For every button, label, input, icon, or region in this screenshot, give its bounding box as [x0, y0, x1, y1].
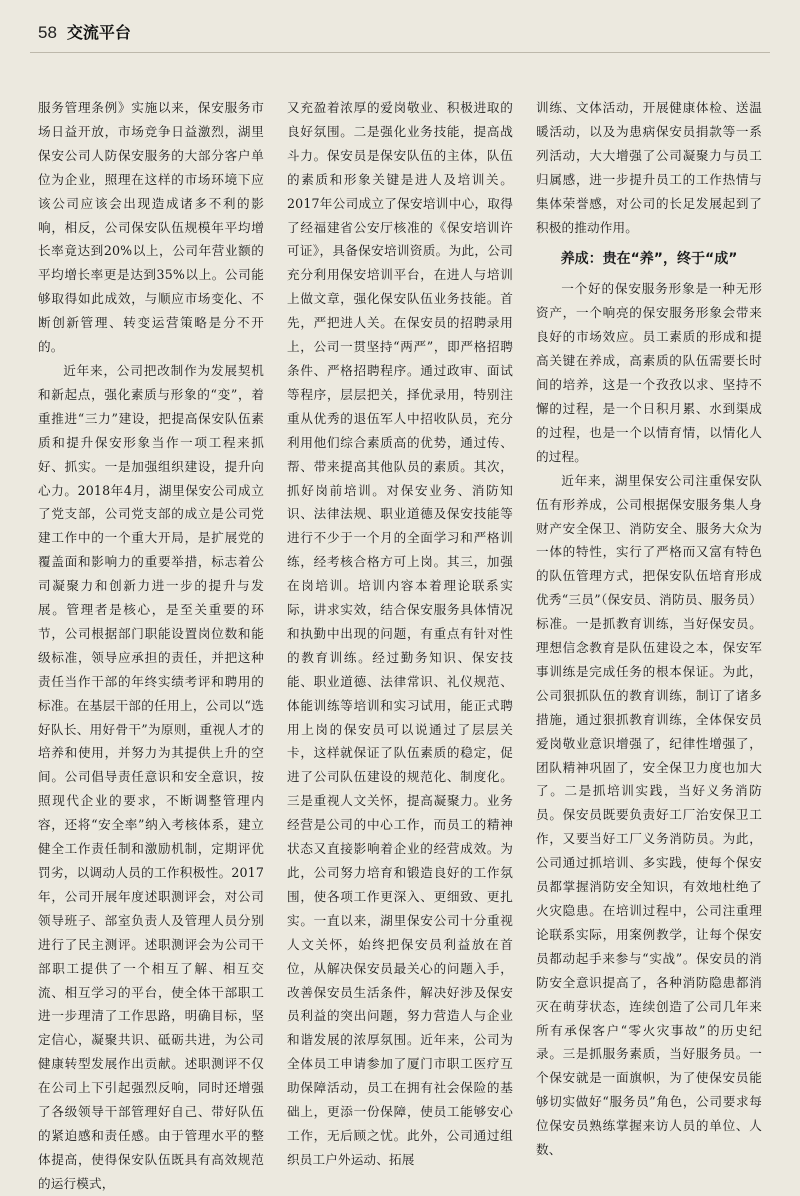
section-title: 交流平台	[66, 23, 131, 42]
article-column-2	[287, 96, 513, 1167]
paragraph: 近年来，公司把改制作为发展契机和新起点，强化素质与形象的“变”，着重推进“三力”建设，把提高保安队伍素质和提升保安形象当作一项工程来抓好、抓实。一是加强组织建设，提升向心力。2018年4月，湖里保安公司成立了党支部，公司党支部的成立是公司党建工作中的一个重大开局，是扩展党的覆盖面和影响力的重要举措，标志着公司凝聚力和创新力进一步的提升与发展。管理者是核心，是至关重要的环节，公司根据部门职能设置岗位数和能级标准，领导应承担的责任，并把这种责任当作干部的年终实绩考评和聘用的标准。在基层干部的任用上，公司以“选好队长、用好骨干”为原则，重视人才的培养和使用，并努力为其提供上升的空间。公司倡导责任意识和安全意识，按照现代企业的要求，不断调整管理内容，还将“安全率”纳入考核体系，建立健全工作责任制和激励机制，定期评优罚劣，以调动人员的工作积极性。2017年，公司开展年度述职测评会，对公司领导班子、部室负责人及管理人员分别进行了民主测评。述职测评会为公司干部职工提供了一个相互了解、相互交流、相互学习的平台，使全体干部职工进一步理清了工作思路，明确目标，坚定信心，凝聚共识、砥砺共进，为公司健康转型发展作出贡献。述职测评不仅在公司上下引起强烈反响，同时还增强了各级领导干部管理好自己、带好队伍的紧迫感和责任感。由于管理水平的整体提高，使得保安队伍既具有高效规范的运行模式，	[38, 362, 264, 1191]
section-subheading: 养成：贵在“养”，终于“成”	[560, 251, 738, 268]
page-number: 58	[38, 23, 57, 42]
page-header	[38, 20, 131, 42]
article-column-3	[536, 96, 762, 1158]
paragraph: 又充盈着浓厚的爱岗敬业、积极进取的良好氛围。二是强化业务技能，提高战斗力。保安员是保安队伍的主体，队伍的素质和形象关键是进人及培训关。2017年公司成立了保安培训中心，取得了经福建省公安厅核准的《保安培训许可证》，具备保安培训资质。为此，公司充分利用保安培训平台，在进人与培训上做文章，强化保安队伍业务技能。首先，严把进人关。在保安员的招聘录用上，公司一贯坚持“两严”，即严格招聘条件、严格招聘程序。通过政审、面试等程序，层层把关，择优录用，特别注重从优秀的退伍军人中招收队员，充分利用他们综合素质高的优势，通过传、帮、带来提高其他队员的素质。其次，抓好岗前培训。对保安业务、消防知识、法律法规、职业道德及保安技能等进行不少于一个月的全面学习和严格训练，经考核合格方可上岗。其三，加强在岗培训。培训内容本着理论联系实际，讲求实效，结合保安服务具体情况和执勤中出现的问题，有重点有针对性的教育训练。经过勤务知识、保安技能、职业道德、法律常识、礼仪规范、体能训练等培训和实习试用，能正式聘用上岗的保安员可以说通过了层层关卡，这样就保证了队伍素质的稳定，促进了公司队伍建设的规范化、制度化。三是重视人文关怀，提高凝聚力。业务经营是公司的中心工作，而员工的精神状态又直接影响着企业的经营成效。为此，公司努力培育和锻造良好的工作氛围，使各项工作更深入、更细致、更扎实。一直以来，湖里保安公司十分重视人文关怀，始终把保安员利益放在首位，从解决保安员最关心的问题入手，改善保安员生活条件，解决好涉及保安员利益的突出问题，努力营造人与企业和谐发展的浓厚氛围。近年来，公司为全体员工申请参加了厦门市职工医疗互助保障活动，员工在拥有社会保险的基础上，更添一份保障，使员工能够安心工作，无后顾之忧。此外，公司通过组织员工户外运动、拓展	[287, 100, 513, 1167]
paragraph: 一个好的保安服务形象是一种无形资产，一个响亮的保安服务形象会带来良好的市场效应。员工素质的形成和提高关键在养成，高素质的队伍需要长时间的培养，这是一个孜孜以求、坚持不懈的过程，是一个日积月累、水到渠成的过程，也是一个以情育情，以情化人的过程。	[536, 281, 762, 464]
paragraph: 训练、文体活动，开展健康体检、送温暖活动，以及为患病保安员捐款等一系列活动，大大增强了公司凝聚力与员工归属感，进一步提升员工的工作热情与集体荣誉感，对公司的长足发展起到了积极的推动作用。	[536, 100, 762, 235]
article-column-1	[38, 96, 264, 1191]
paragraph: 服务管理条例》实施以来，保安服务市场日益开放，市场竞争日益激烈，湖里保安公司人防保安服务的大部分客户单位为企业，照理在这样的市场环境下应该公司应该会出现造成诸多不利的影响，相反，公司保安队伍规模年平均增长率竟达到20%以上，公司年营业额的平均增长率更是达到35%以上。公司能够取得如此成效，与顺应市场变化、不断创新管理、转变运营策略是分不开的。	[38, 100, 264, 355]
header-divider	[30, 52, 770, 53]
paragraph: 近年来，湖里保安公司注重保安队伍有形养成，公司根据保安服务集人身财产安全保卫、消防安全、服务大众为一体的特性，实行了严格而又富有特色的队伍管理方式，把保安队伍培育形成优秀“三员”（保安员、消防员、服务员）标准。一是抓教育训练，当好保安员。理想信念教育是队伍建设之本，保安军事训练是完成任务的根本保证。为此，公司狠抓队伍的教育训练，制订了诸多措施，通过狠抓教育训练，全体保安员爱岗敬业意识增强了，纪律性增强了，团队精神巩固了，安全保卫力度也加大了。二是抓培训实践，当好义务消防员。保安员既要负责好工厂治安保卫工作，又要当好工厂义务消防员。为此，公司通过抓培训、多实践，使每个保安员都掌握消防安全知识，有效地杜绝了火灾隐患。在培训过程中，公司注重理论联系实际，用案例教学，让每个保安员都动起手来参与“实战”。保安员的消防安全意识提高了，各种消防隐患都消灭在萌芽状态，连续创造了公司几年来所有承保客户“零火灾事故”的历史纪录。三是抓服务素质，当好服务员。一个保安就是一面旗帜，为了使保安员能够切实做好“服务员”角色，公司要求每位保安员熟练掌握来访人员的单位、人数、	[536, 472, 762, 1158]
article-body	[38, 96, 762, 1191]
